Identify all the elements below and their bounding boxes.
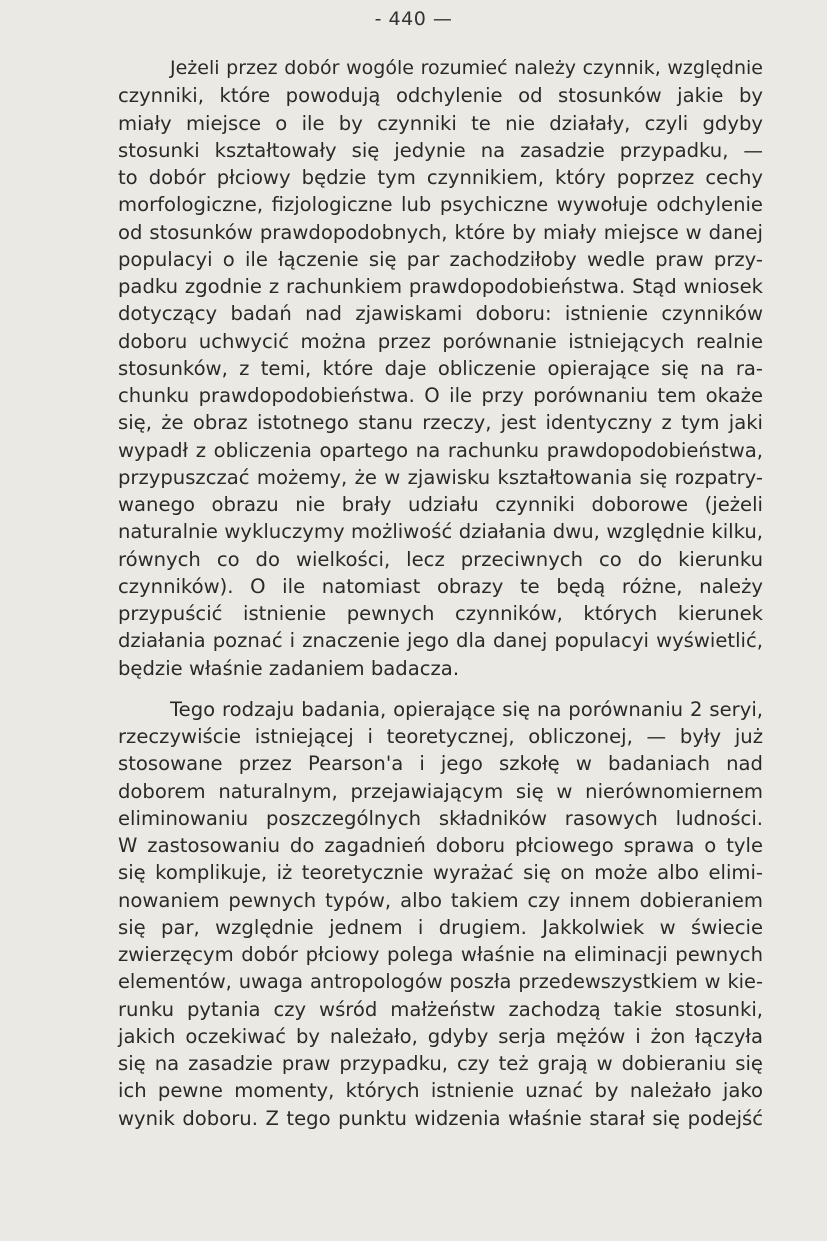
text-line: od stosunków prawdopodobnych, które by miały miejsce w danej	[118, 220, 763, 244]
text-line: działania poznać i znaczenie jego dla danej populacyi wyświetlić,	[118, 629, 763, 653]
paragraph-1	[118, 55, 763, 682]
text-line: jakich oczekiwać by należało, gdyby serja mężów i żon łączyła	[118, 1024, 763, 1048]
text-line: ich pewne momenty, których istnienie uznać by należało jako	[118, 1079, 763, 1103]
text-line: rzeczywiście istniejącej i teoretycznej, obliczonej, — były już	[118, 725, 763, 748]
paragraph-gap	[118, 682, 763, 696]
text-line: przypuszczać możemy, że w zjawisku kształtowania się rozpatry-	[118, 465, 763, 489]
text-line: zwierzęcym dobór płciowy polega właśnie na eliminacji pewnych	[118, 943, 763, 966]
text-line: wanego obrazu nie brały udziału czynniki doborowe (jeżeli	[118, 493, 763, 516]
text-line: stosowane przez Pearson'a i jego szkołę w badaniach nad	[118, 752, 763, 776]
text-line: doboru uchwycić można przez porównanie istniejących realnie	[118, 329, 763, 353]
text-line: eliminowaniu poszczególnych składników rasowych ludności.	[118, 806, 763, 830]
text-line: chunku prawdopodobieństwa. O ile przy porównaniu tem okaże	[118, 384, 763, 407]
text-line: morfologiczne, fizjologiczne lub psychiczne wywołuje odchylenie	[118, 193, 763, 217]
text-line: wynik doboru. Z tego punktu widzenia właśnie starał się podejść	[118, 1106, 763, 1130]
text-line: czynniki, które powodują odchylenie od stosunków jakie by	[118, 84, 763, 108]
text-line: miały miejsce o ile by czynniki te nie działały, czyli gdyby	[118, 111, 763, 135]
text-line: padku zgodnie z rachunkiem prawdopodobieństwa. Stąd wniosek	[118, 275, 763, 298]
text-line: wypadł z obliczenia opartego na rachunku prawdopodobieństwa,	[118, 438, 763, 462]
text-line: się na zasadzie praw przypadku, czy też grają w dobieraniu się	[118, 1052, 763, 1075]
text-line: stosunki kształtowały się jedynie na zasadzie przypadku, —	[118, 138, 763, 162]
page-number: - 440 —	[374, 8, 453, 30]
text-line: Tego rodzaju badania, opierające się na porównaniu 2 seryi,	[170, 697, 763, 721]
text-line: równych co do wielkości, lecz przeciwnych co do kierunku	[118, 547, 763, 571]
text-line: stosunków, z temi, które daje obliczenie opierające się na ra-	[118, 356, 763, 380]
text-line: naturalnie wykluczymy możliwość działania dwu, względnie kilku,	[118, 520, 763, 544]
text-line: doborem naturalnym, przejawiającym się w nierównomiernem	[118, 779, 763, 803]
text-line: populacyi o ile łączenie się par zachodziłoby wedle praw przy-	[118, 247, 763, 271]
text-line: czynników). O ile natomiast obrazy te będą różne, należy	[118, 574, 763, 598]
text-line: Jeżeli przez dobór wogóle rozumieć należy czynnik, względnie	[170, 57, 763, 79]
text-line: elementów, uwaga antropologów poszła przedewszystkiem w kie-	[118, 970, 763, 994]
text-line: się par, względnie jednem i drugiem. Jakkolwiek w świecie	[118, 915, 763, 939]
body-text	[118, 55, 763, 1132]
text-line: to dobór płciowy będzie tym czynnikiem, który poprzez cechy	[118, 166, 763, 189]
text-line: się, że obraz istotnego stanu rzeczy, jest identyczny z tym jaki	[118, 411, 763, 435]
paragraph-2	[118, 696, 763, 1132]
text-line: runku pytania czy wśród małżeństw zachodzą takie stosunki,	[118, 997, 763, 1021]
text-line: nowaniem pewnych typów, albo takiem czy innem dobieraniem	[118, 888, 763, 912]
text-line: się komplikuje, iż teoretycznie wyrażać się on może albo elimi-	[118, 861, 763, 885]
text-line: W zastosowaniu do zagadnień doboru płciowego sprawa o tyle	[118, 834, 763, 857]
text-line: będzie właśnie zadaniem badacza.	[118, 656, 460, 680]
text-line: przypuścić istnienie pewnych czynników, których kierunek	[118, 602, 763, 625]
text-line: dotyczący badań nad zjawiskami doboru: istnienie czynników	[118, 302, 763, 326]
